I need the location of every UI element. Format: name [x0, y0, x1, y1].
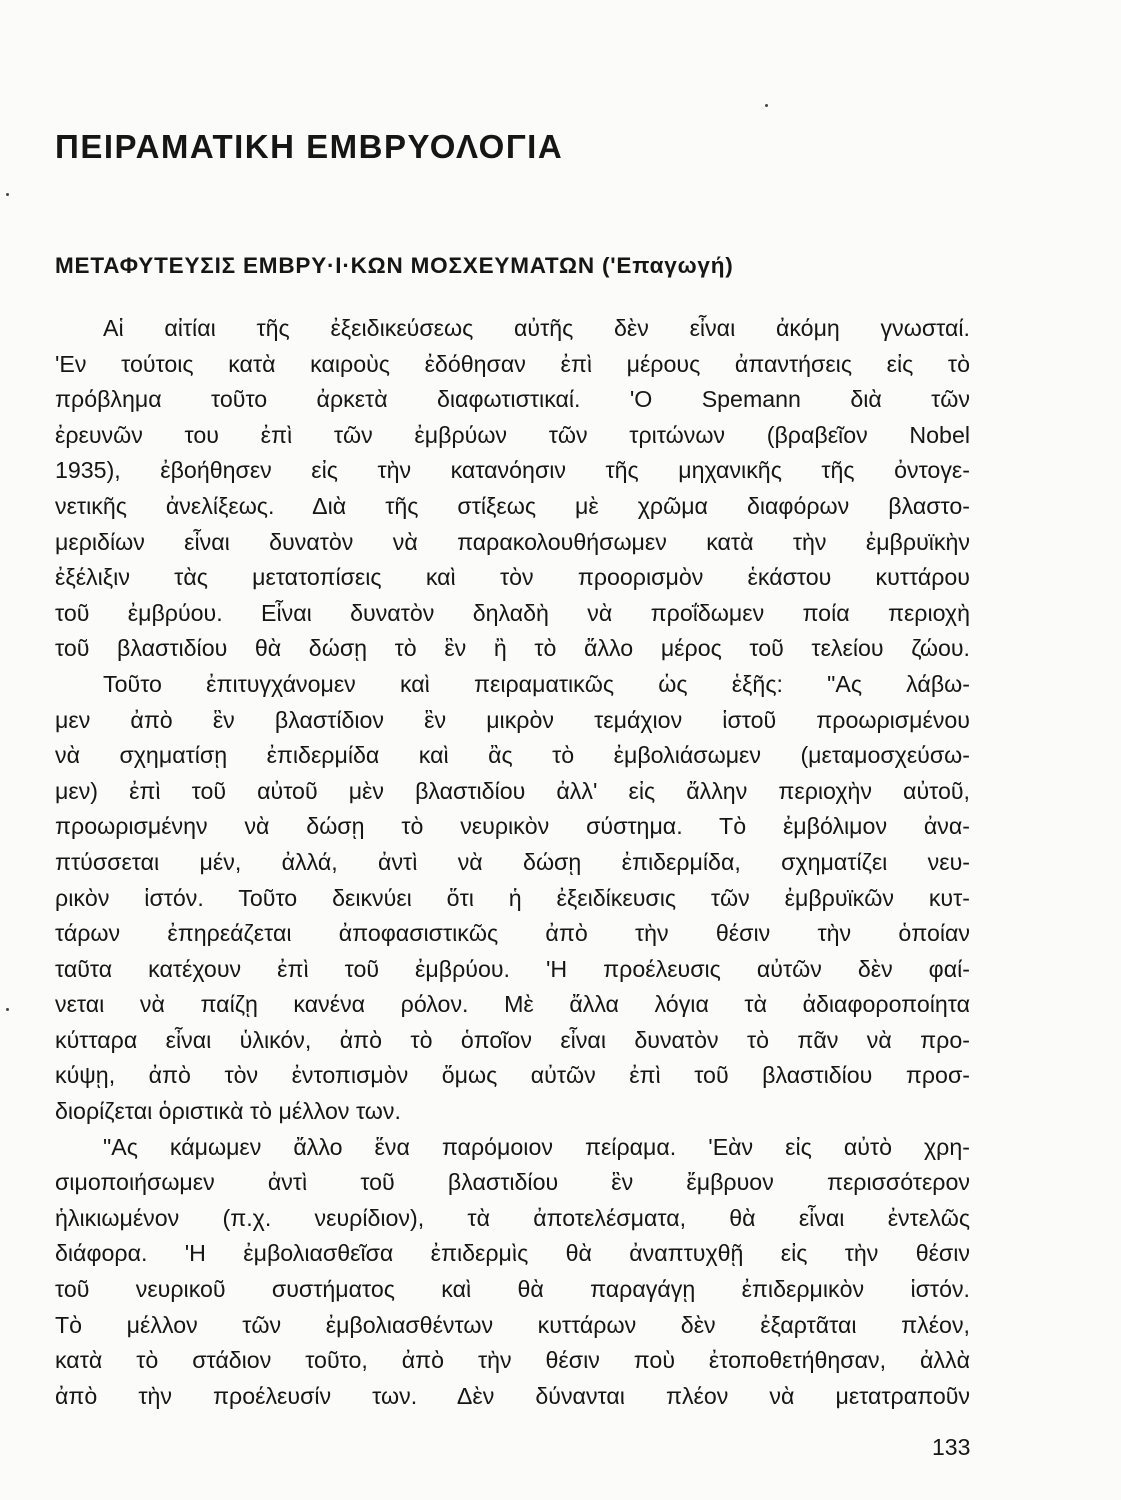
text-line: πρόβλημα τοῦτο ἀρκετὰ διαφωτιστικαί. 'Ο Spemann διὰ τῶν: [55, 386, 970, 413]
text-line: ἐξέλιξιν τὰς μετατοπίσεις καὶ τὸν προορισμὸν ἑκάστου κυττάρου: [55, 564, 970, 591]
text-line: Τοῦτο ἐπιτυγχάνομεν καὶ πειραματικῶς ὡς ἑξῆς: "Ας λάβω-: [103, 670, 970, 697]
page-number: 133: [932, 1434, 971, 1460]
text-line: ρικὸν ἱστόν. Τοῦτο δεικνύει ὅτι ἡ ἐξειδίκευσις τῶν ἐμβρυϊκῶν κυτ-: [55, 884, 970, 911]
text-line: μεριδίων εἶναι δυνατὸν νὰ παρακολουθήσωμεν κατὰ τὴν ἐμβρυϊκὴν: [55, 528, 970, 555]
scan-speck: [6, 1008, 9, 1011]
text-line: νεται νὰ παίζῃ κανένα ρόλον. Μὲ ἄλλα λόγια τὰ ἀδιαφοροποίητα: [55, 991, 970, 1018]
chapter-title: ΠΕΙΡΑΜΑΤΙΚΗ ΕΜΒΡΥΟΛΟΓΙΑ: [55, 128, 564, 165]
text-line: μεν ἀπὸ ἓν βλαστίδιον ἓν μικρὸν τεμάχιον ἱστοῦ προωρισμένου: [55, 706, 970, 733]
text-line: κατὰ τὸ στάδιον τοῦτο, ἀπὸ τὴν θέσιν ποὺ ἐτοποθετήθησαν, ἀλλὰ: [55, 1347, 970, 1374]
scan-speck: [765, 104, 768, 107]
text-line: Αἱ αἰτίαι τῆς ἐξειδικεύσεως αὐτῆς δὲν εἶναι ἀκόμη γνωσταί.: [103, 315, 970, 341]
body-text: [55, 311, 970, 1414]
text-line: κύτταρα εἶναι ὑλικόν, ἀπὸ τὸ ὁποῖον εἶναι δυνατὸν τὸ πᾶν νὰ προ-: [55, 1026, 970, 1053]
text-line: κύψῃ, ἀπὸ τὸν ἐντοπισμὸν ὅμως αὐτῶν ἐπὶ τοῦ βλαστιδίου προσ-: [55, 1062, 970, 1089]
text-line: τοῦ βλαστιδίου θὰ δώσῃ τὸ ἓν ἢ τὸ ἄλλο μέρος τοῦ τελείου ζώου.: [55, 635, 970, 662]
text-line: τοῦ ἐμβρύου. Εἶναι δυνατὸν δηλαδὴ νὰ προΐδωμεν ποία περιοχὴ: [55, 599, 970, 626]
scan-speck: [6, 193, 9, 196]
text-line: πτύσσεται μέν, ἀλλά, ἀντὶ νὰ δώσῃ ἐπιδερμίδα, σχηματίζει νευ-: [55, 848, 970, 875]
text-line: 'Εν τούτοις κατὰ καιροὺς ἐδόθησαν ἐπὶ μέρους ἀπαντήσεις εἰς τὸ: [55, 350, 970, 377]
text-line: ἡλικιωμένον (π.χ. νευρίδιον), τὰ ἀποτελέσματα, θὰ εἶναι ἐντελῶς: [55, 1204, 970, 1231]
text-line: τάρων ἐπηρεάζεται ἀποφασιστικῶς ἀπὸ τὴν θέσιν τὴν ὁποίαν: [55, 920, 970, 947]
text-line: προωρισμένην νὰ δώσῃ τὸ νευρικὸν σύστημα. Τὸ ἐμβόλιμον ἀνα-: [55, 813, 970, 840]
text-line: νετικῆς ἀνελίξεως. Διὰ τῆς στίξεως μὲ χρῶμα διαφόρων βλαστο-: [55, 492, 970, 519]
text-line: μεν) ἐπὶ τοῦ αὐτοῦ μὲν βλαστιδίου ἀλλ' εἰς ἄλλην περιοχὴν αὐτοῦ,: [55, 777, 970, 804]
text-line: ἐρευνῶν του ἐπὶ τῶν ἐμβρύων τῶν τριτώνων (βραβεῖον Nobel: [55, 421, 970, 448]
text-line: ἀπὸ τὴν προέλευσίν των. Δὲν δύνανται πλέον νὰ μετατραποῦν: [55, 1382, 970, 1409]
text-line: διάφορα. 'Η ἐμβολιασθεῖσα ἐπιδερμὶς θὰ ἀναπτυχθῇ εἰς τὴν θέσιν: [55, 1240, 970, 1267]
text-line: σιμοποιήσωμεν ἀντὶ τοῦ βλαστιδίου ἓν ἔμβρυον περισσότερον: [55, 1169, 970, 1196]
text-line: διορίζεται ὁριστικὰ τὸ μέλλον των.: [55, 1098, 401, 1125]
section-subtitle: ΜΕΤΑΦΥΤΕΥΣΙΣ ΕΜΒΡΥ·Ι·ΚΩΝ ΜΟΣΧΕΥΜΑΤΩΝ ('Επαγωγή): [55, 253, 734, 278]
text-line: ταῦτα κατέχουν ἐπὶ τοῦ ἐμβρύου. 'Η προέλευσις αὐτῶν δὲν φαί-: [55, 955, 970, 982]
text-line: Τὸ μέλλον τῶν ἐμβολιασθέντων κυττάρων δὲν ἐξαρτᾶται πλέον,: [55, 1311, 970, 1338]
text-line: νὰ σχηματίσῃ ἐπιδερμίδα καὶ ἂς τὸ ἐμβολιάσωμεν (μεταμοσχεύσω-: [55, 742, 970, 769]
text-line: "Ας κάμωμεν ἄλλο ἕνα παρόμοιον πείραμα. 'Εὰν εἰς αὐτὸ χρη-: [103, 1133, 970, 1160]
text-line: 1935), ἐβοήθησεν εἰς τὴν κατανόησιν τῆς μηχανικῆς τῆς ὀντογε-: [55, 457, 970, 484]
text-line: τοῦ νευρικοῦ συστήματος καὶ θὰ παραγάγῃ ἐπιδερμικὸν ἱστόν.: [55, 1276, 970, 1303]
